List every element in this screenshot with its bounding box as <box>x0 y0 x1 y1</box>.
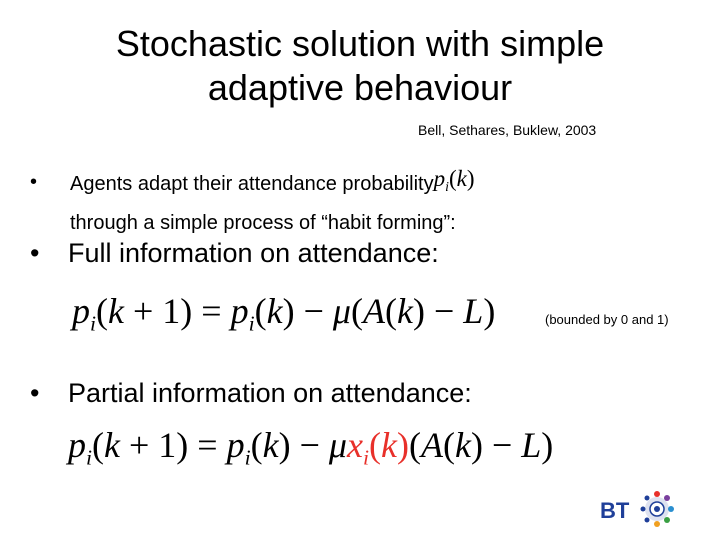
formula-partial-information: $p_i(k + 1) = p_i(k) - \mu x_i(k)(A(k) - L)$ <box>68 425 554 470</box>
highlighted-term-xi-k: $x_i(k)$ <box>346 425 409 470</box>
bt-piper-globe-icon <box>641 491 675 527</box>
bullet-text-line-2: through a simple process of “habit forming”: <box>70 211 456 234</box>
bullet-text-line-1: Agents adapt their attendance probability <box>70 173 434 195</box>
bounded-note: (bounded by 0 and 1) <box>545 312 669 327</box>
bullet-marker: • <box>30 171 38 193</box>
bt-logo <box>600 478 690 530</box>
slide-title <box>40 22 680 110</box>
citation: Bell, Sethares, Buklew, 2003 <box>418 122 597 138</box>
title-line-2: adaptive behaviour <box>207 67 513 108</box>
bt-logo-graphic <box>600 478 690 530</box>
bullet-full-information <box>30 238 439 269</box>
title-line-1: Stochastic solution with simple <box>115 23 605 64</box>
bt-logo-text: BT <box>600 498 630 523</box>
bullet-text: Full information on attendance: <box>68 238 439 268</box>
inline-formula-pi-k: $p_i(k)$ <box>433 166 475 194</box>
bullet-marker: • <box>30 378 40 408</box>
bullet-text: Partial information on attendance: <box>68 378 472 408</box>
formula-full-information: $p_i(k + 1) = p_i(k) - \mu(A(k) - L)$ <box>72 291 496 336</box>
bullet-marker: • <box>30 238 40 268</box>
bullet-partial-information <box>30 378 472 409</box>
